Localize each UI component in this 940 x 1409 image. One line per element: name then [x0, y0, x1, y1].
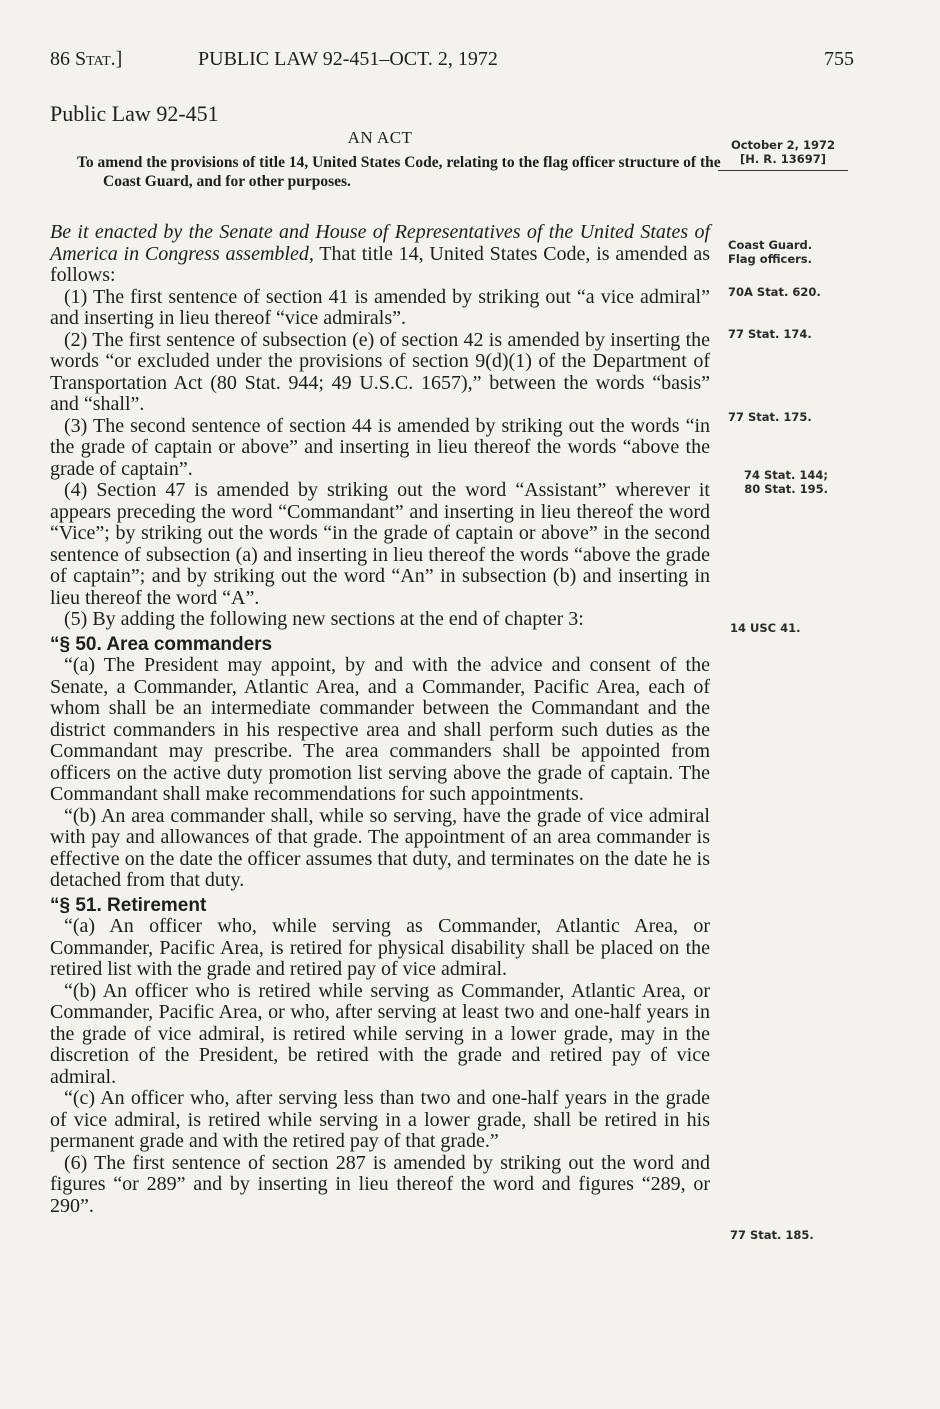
- amendment-6: (6) The first sentence of section 287 is amended by striking out the word and figures “or 289” and by inserting in lieu thereof the word and figures “289, or 290”.: [50, 1151, 710, 1217]
- amendment-2: (2) The first sentence of subsection (e) of section 42 is amended by inserting the words “or excluded under the provisions of section 9(d)(1) of the Department of Transportation Act (80 Stat. 944; 49 U.S.C. 1657),” between the words “basis” and “shall”.: [50, 328, 710, 415]
- margin-ref-77-185: 77 Stat. 185.: [730, 1228, 814, 1242]
- margin-ref-80: 80 Stat. 195.: [744, 482, 828, 496]
- law-title: Public Law 92-451: [50, 101, 219, 126]
- section-51-c: “(c) An officer who, after serving less than two and one-half years in the grade of vice admiral, is retired while serving in a lower grade, shall be retired in his permanent grade and with the retired pay of that grade.”: [50, 1087, 710, 1152]
- margin-topic-line2: Flag officers.: [728, 252, 813, 266]
- section-50-b: “(b) An area commander shall, while so serving, have the grade of vice admiral with pay and allowances of that grade. The appointment of an area commander is effective on the date the officer assumes that duty, and terminates on the date he is detached from that duty.: [50, 804, 710, 891]
- enacting-clause: [50, 222, 710, 287]
- margin-ref-77-174: 77 Stat. 174.: [728, 327, 812, 341]
- stat-reference: 86 Stat.]: [50, 48, 123, 70]
- section-51-a: “(a) An officer who, while serving as Commander, Atlantic Area, or Commander, Pacific Area, is retired for physical disability shall be placed on the retired list with the grade and retired pay of vice admiral.: [50, 915, 710, 980]
- act-heading: AN ACT: [347, 128, 413, 147]
- section-51-heading: “§ 51. Retirement: [50, 894, 207, 916]
- section-50-heading: “§ 50. Area commanders: [50, 633, 273, 655]
- margin-topic-line1: Coast Guard.: [728, 238, 813, 252]
- page-number: 755: [824, 48, 854, 70]
- margin-ref-74-80: [718, 468, 828, 496]
- section-50-a: “(a) The President may appoint, by and with the advice and consent of the Senate, a Commander, Atlantic Area, and a Commander, Pacific Area, each of whom shall be an intermediate commander between the Commandant and the district commanders in his respective area and shall perform such duties as the Commandant may prescribe. The area commanders shall be appointed from officers on the active duty promotion list serving above the grade of captain. The Commandant shall make recommendations for such appointments.: [50, 654, 710, 805]
- amendment-3: (3) The second sentence of section 44 is amended by striking out the words “in the grade of captain or above” and inserting in lieu thereof the words “above the grade of captain”.: [50, 414, 710, 480]
- running-title: PUBLIC LAW 92-451–OCT. 2, 1972: [198, 48, 498, 70]
- amendment-5: (5) By adding the following new sections at the end of chapter 3:: [64, 608, 584, 630]
- amendment-1: (1) The first sentence of section 41 is amended by striking out “a vice admiral” and inserting in lieu thereof “vice admirals”.: [50, 285, 710, 329]
- enacting-clause-italic: Be it enacted by the Senate and House of Representatives of the United States of America in Congress assembled,: [50, 221, 710, 265]
- margin-topic: [728, 238, 868, 266]
- margin-ref-74: 74 Stat. 144;: [743, 468, 828, 482]
- margin-ref-14usc: 14 USC 41.: [730, 621, 801, 635]
- enacting-clause-rest: That title 14, United States Code, is amended as follows:: [50, 242, 710, 286]
- margin-ref-70a: 70A Stat. 620.: [728, 285, 821, 299]
- running-header: [50, 48, 854, 78]
- margin-ref-77-175: 77 Stat. 175.: [728, 410, 812, 424]
- margin-date-block: [718, 138, 858, 171]
- section-51-b: “(b) An officer who is retired while serving as Commander, Atlantic Area, or Commander, Pacific Area, or who, after serving at least two and one-half years in the grade of vice admiral, is retired while serving in a lower grade, may in the discretion of the President, be retired with the grade and retired pay of vice admiral.: [50, 979, 710, 1088]
- act-body: [50, 222, 710, 1217]
- act-purpose: To amend the provisions of title 14, United States Code, relating to the flag officer structure of the Coast Guard, and for other purposes.: [77, 154, 721, 190]
- amendment-4: (4) Section 47 is amended by striking out the word “Assistant” wherever it appears preceding the word “Commandant” and inserting in lieu thereof the word “Vice”; by striking out the words “in the grade of captain or above” in the second sentence of subsection (a) and inserting in lieu thereof the words “above the grade of captain”; and by striking out the word “An” in subsection (b) and inserting in lieu thereof the word “A”.: [50, 479, 710, 609]
- margin-date: October 2, 1972: [730, 138, 836, 152]
- margin-bill: [H. R. 13697]: [740, 152, 826, 166]
